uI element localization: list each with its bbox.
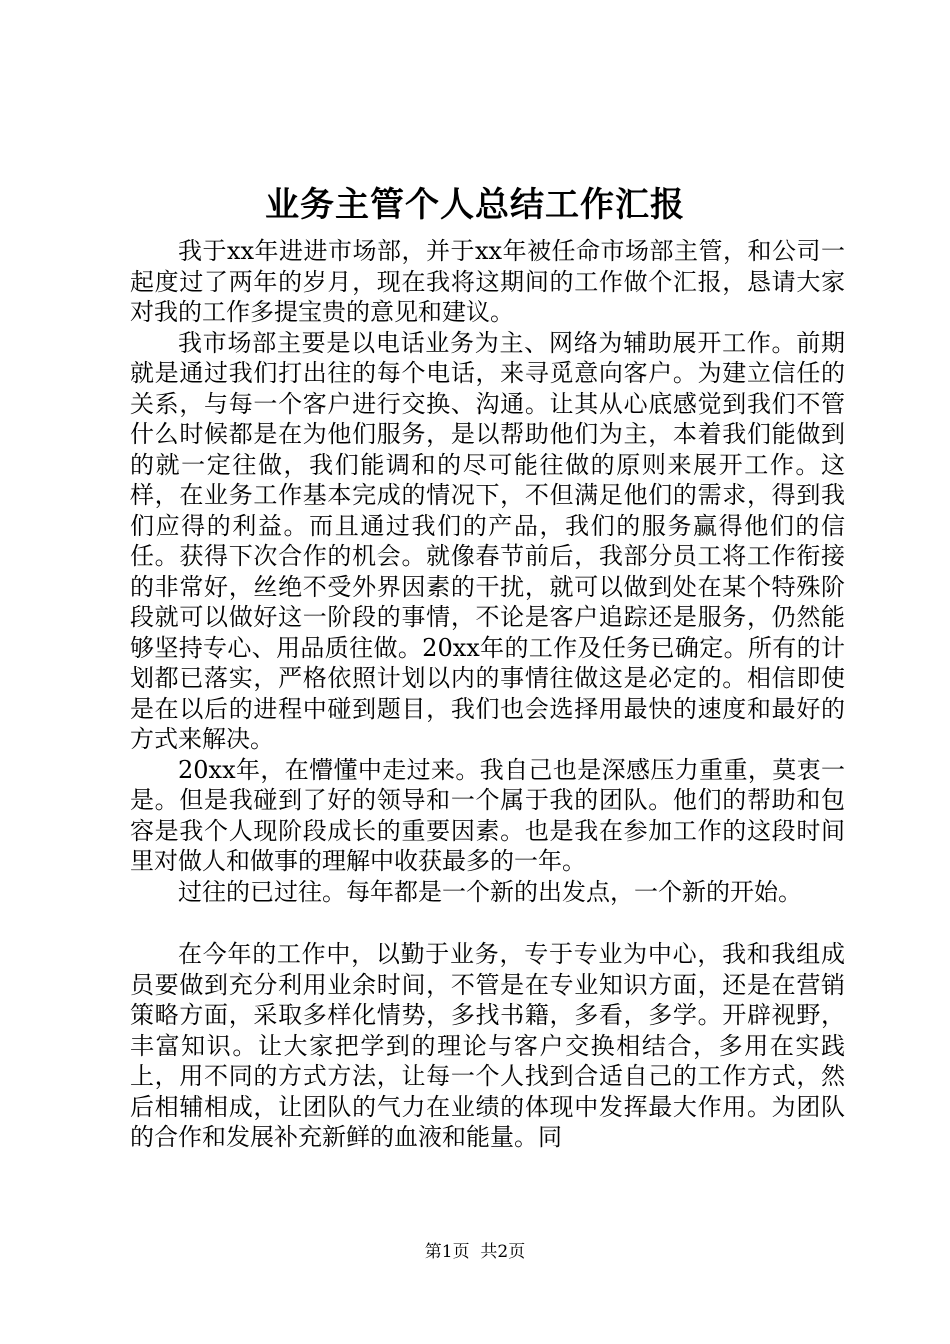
page-footer <box>0 1240 950 1264</box>
document-title: 业务主管个人总结工作汇报 <box>265 185 685 225</box>
paragraph-plan: 在今年的工作中，以勤于业务，专于专业为中心，我和我组成员要做到充分利用业余时间，不管是在专业知识方面，还是在营销策略方面，采取多样化情势，多找书籍，多看，多学。开辟视野，丰富知识。让大家把学到的理论与客户交换相结合，多用在实践上，用不同的方式方法，让每一个人找到合适自己的工作方式，然后相辅相成，让团队的气力在业绩的体现中发挥最大作用。为团队的合作和发展补充新鲜的血液和能量。同 <box>130 940 845 1151</box>
paragraph-intro: 我于xx年进进市场部，并于xx年被任命市场部主管，和公司一起度过了两年的岁月，现在我将这期间的工作做个汇报，恳请大家对我的工作多提宝贵的意见和建议。 <box>130 237 845 326</box>
page-total: 共2页 <box>480 1242 526 1262</box>
page-number: 第1页 <box>424 1242 470 1262</box>
paragraph-reflection: 20xx年，在懵懂中走过来。我自己也是深感压力重重，莫衷一是。但是我碰到了好的领导和一个属于我的团队。他们的帮助和包容是我个人现阶段成长的重要因素。也是我在参加工作的这段时间里对做人和做事的理解中收获最多的一年。 <box>130 755 845 875</box>
paragraph-spacer <box>130 907 845 939</box>
paragraph-new-start: 过往的已过往。每年都是一个新的出发点，一个新的开始。 <box>178 877 802 906</box>
paragraph-work-method: 我市场部主要是以电话业务为主、网络为辅助展开工作。前期就是通过我们打出往的每个电话，来寻觅意向客户。为建立信任的关系，与每一个客户进行交换、沟通。让其从心底感觉到我们不管什么时候都是在为他们服务，是以帮助他们为主，本着我们能做到的就一定往做，我们能调和的尽可能往做的原则来展开工作。这样，在业务工作基本完成的情况下，不但满足他们的需求，得到我们应得的利益。而且通过我们的产品，我们的服务赢得他们的信任。获得下次合作的机会。就像春节前后，我部分员工将工作衔接的非常好，丝绝不受外界因素的干扰，就可以做到处在某个特殊阶段就可以做好这一阶段的事情，不论是客户追踪还是服务，仍然能够坚持专心、用品质往做。20xx年的工作及任务已确定。所有的计划都已落实，严格依照计划以内的事情往做这是必定的。相信即使是在以后的进程中碰到题目，我们也会选择用最快的速度和最好的方式来解决。 <box>130 328 845 753</box>
document-body <box>130 236 845 1153</box>
